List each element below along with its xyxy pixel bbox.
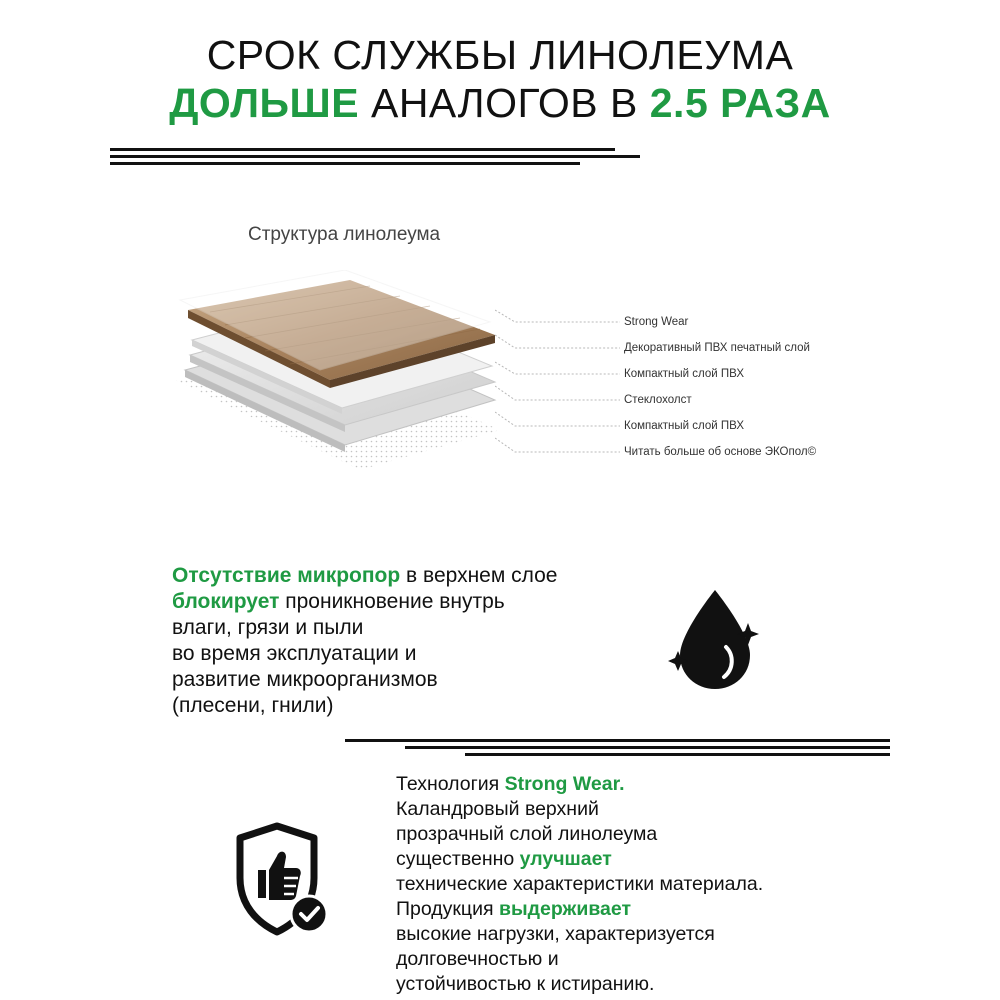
layer-label-compact-2: Компактный слой ПВХ (624, 420, 744, 432)
shield-thumbs-up-icon (232, 822, 337, 937)
layer-label-compact-1: Компактный слой ПВХ (624, 368, 744, 380)
headline-accent-longer: ДОЛЬШЕ (169, 80, 360, 126)
water-drop-icon (668, 585, 763, 695)
linoleum-layers-illustration (170, 270, 510, 480)
layer-label-strong-wear: Strong Wear (624, 316, 689, 328)
micropores-text: Отсутствие микропор в верхнем слое блокирует проникновение внутрь влаги, грязи и пыли во время эксплуатации и развитие микроорганизмов (плесени, гнили) (172, 564, 558, 717)
diagram-title: Структура линолеума (248, 224, 441, 245)
layer-label-decorative: Декоративный ПВХ печатный слой (624, 342, 810, 354)
layer-label-fiberglass: Стеклохолст (624, 394, 692, 406)
layer-leader-lines (495, 300, 625, 470)
headline-line-1: СРОК СЛУЖБЫ ЛИНОЛЕУМА (206, 32, 794, 78)
strong-wear-text: Технология Strong Wear. Каландровый верхний прозрачный слой линолеума существенно улучшает технические характеристики материала. Продукция выдерживает высокие нагрузки, характеризуется долговечностью и устойчивостью к истиранию. (396, 773, 764, 995)
layer-label-read-more[interactable]: Читать больше об основе ЭКОпол© (624, 446, 817, 458)
headline-line-2: ДОЛЬШЕ АНАЛОГОВ В 2.5 РАЗА (169, 80, 831, 126)
headline-accent-ratio: 2.5 РАЗА (649, 80, 831, 126)
